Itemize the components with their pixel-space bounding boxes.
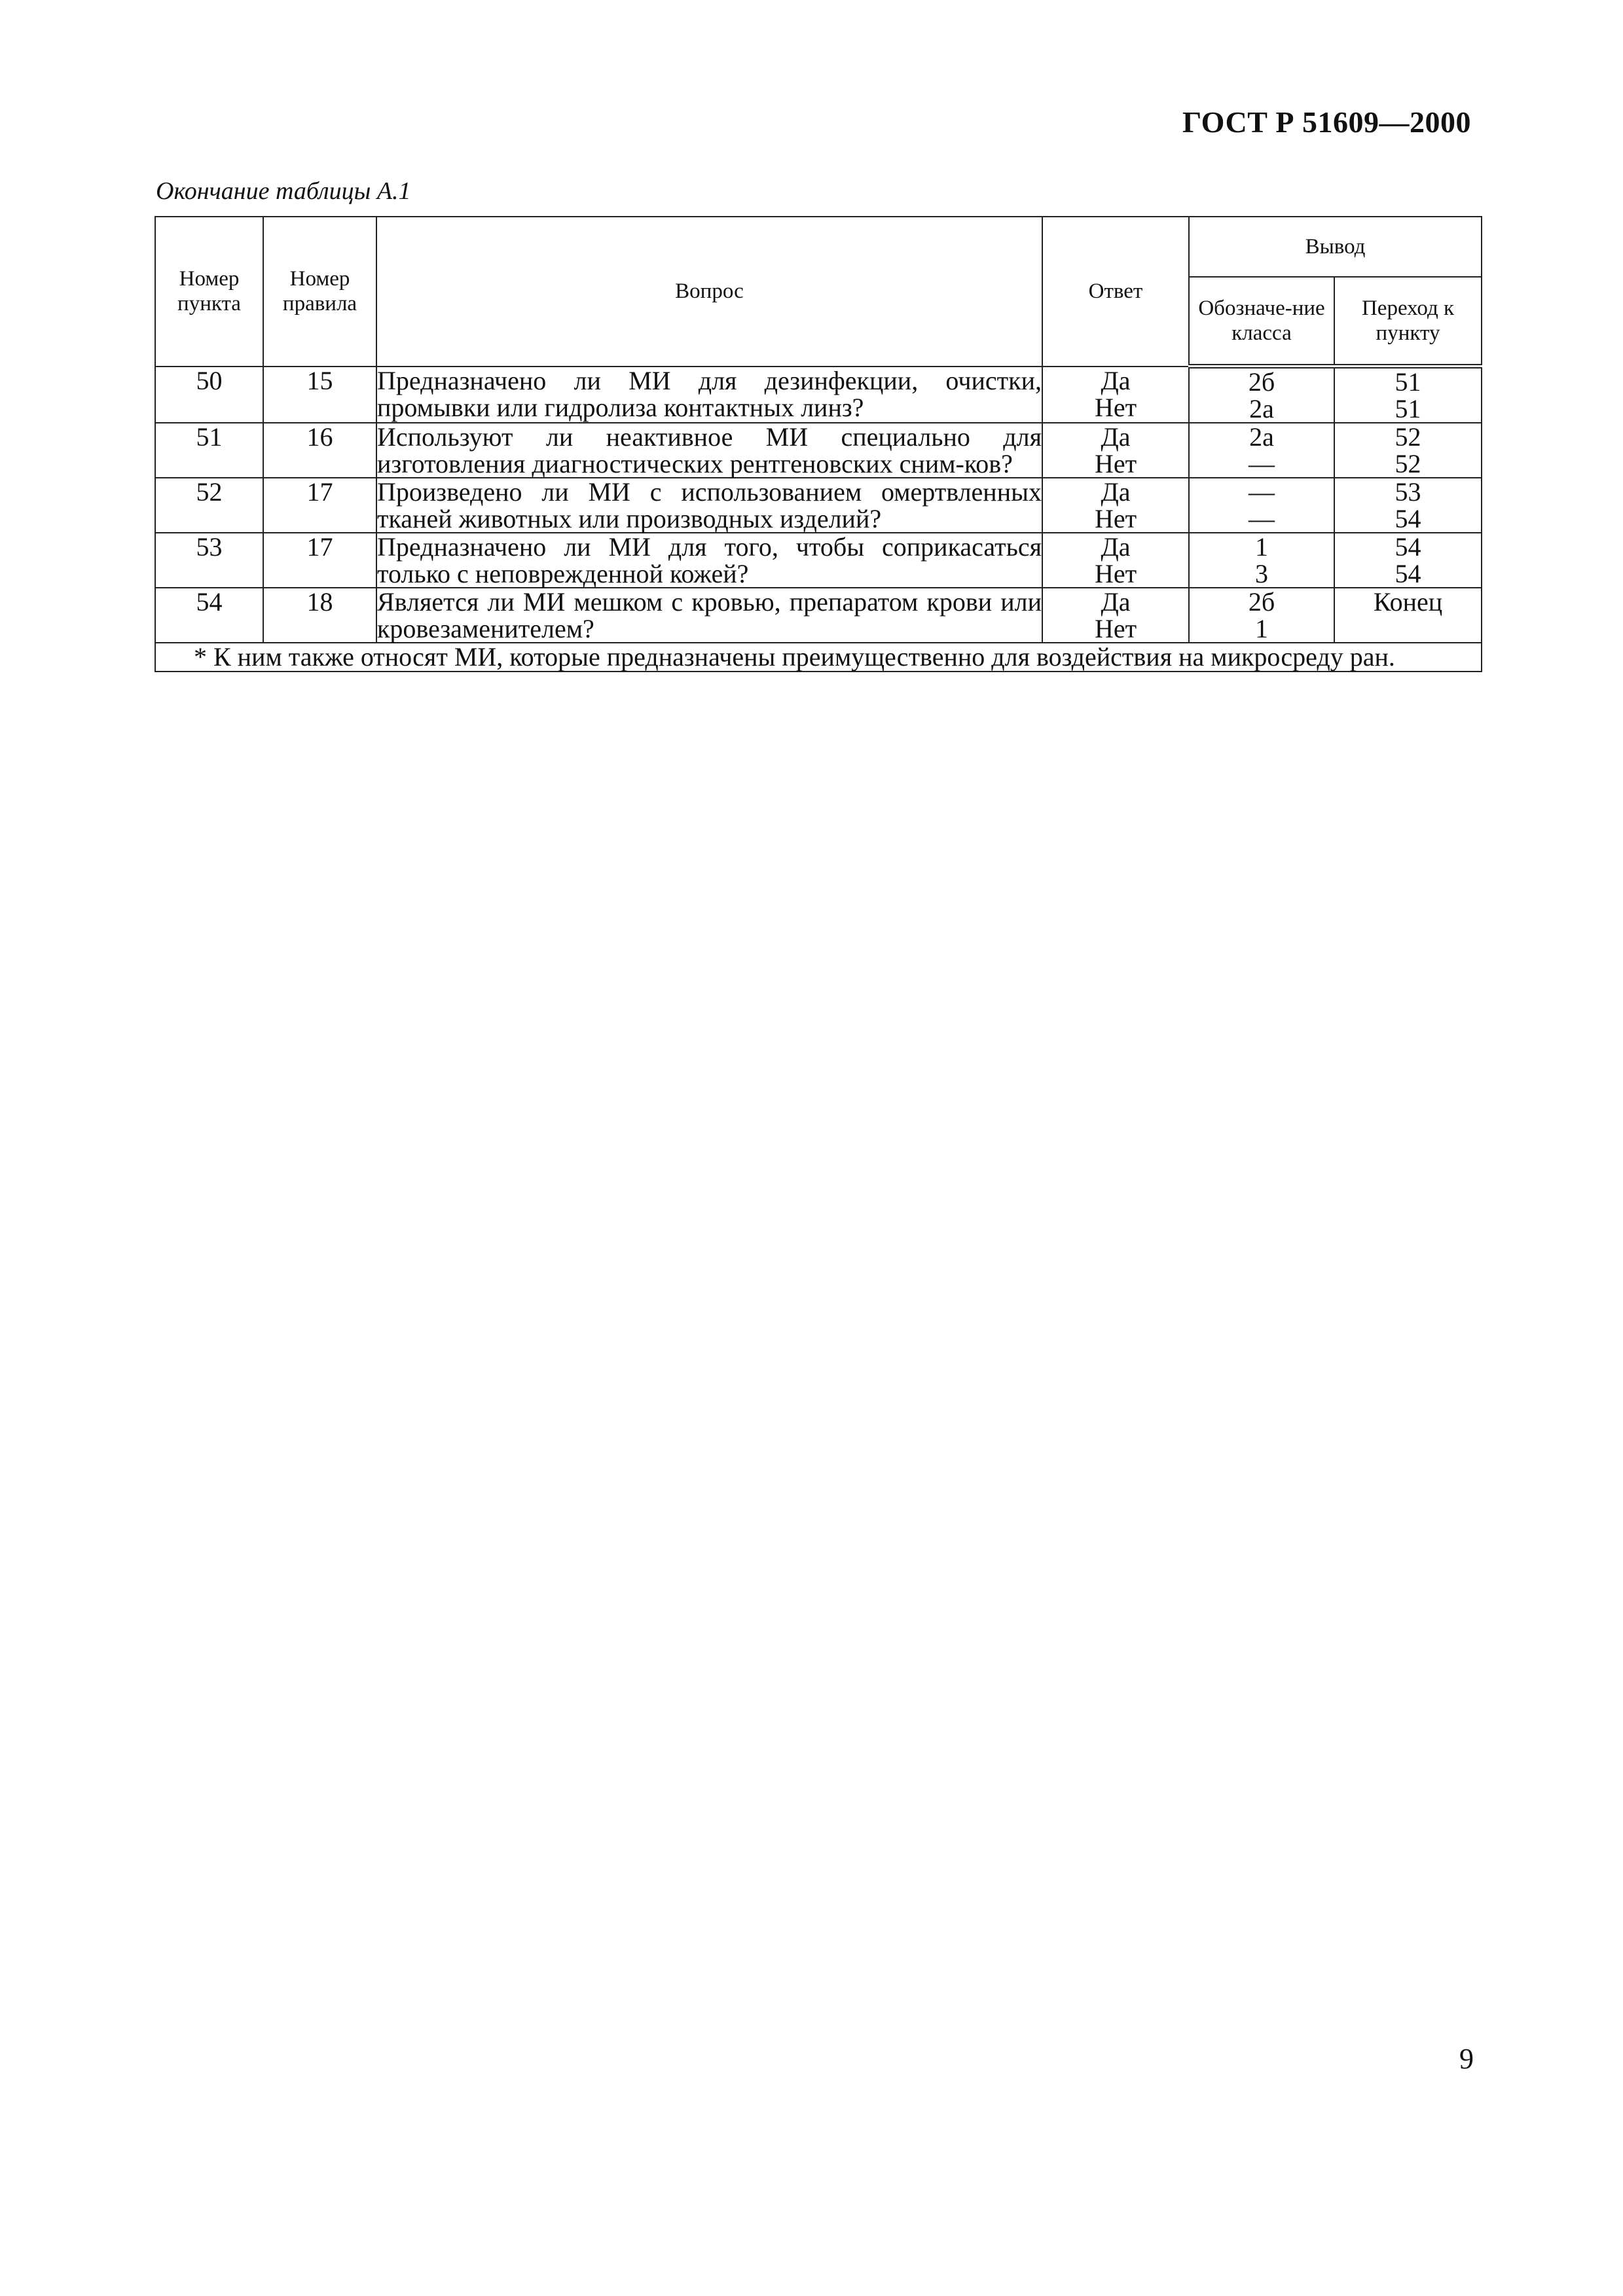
header-item-number: Номер пункта	[155, 217, 263, 367]
class-no: 2а	[1249, 394, 1274, 423]
cell-item-number: 50	[155, 367, 263, 423]
class-yes: 2б	[1248, 367, 1275, 397]
answer-yes: Да	[1101, 587, 1131, 617]
class-no: —	[1249, 449, 1275, 478]
cell-class-designation	[1189, 478, 1334, 533]
cell-go-to-item	[1334, 423, 1482, 478]
cell-rule-number: 17	[263, 533, 376, 588]
cell-rule-number: 17	[263, 478, 376, 533]
cell-item-number: 52	[155, 478, 263, 533]
cell-item-number: 53	[155, 533, 263, 588]
go-yes: 51	[1395, 367, 1421, 397]
answer-yes: Да	[1101, 477, 1131, 507]
table-row	[155, 588, 1482, 643]
document-id: ГОСТ Р 51609—2000	[1182, 105, 1471, 139]
header-go-to-item: Переход к пункту	[1334, 277, 1482, 367]
answer-yes: Да	[1101, 422, 1131, 452]
header-answer: Ответ	[1042, 217, 1189, 367]
cell-question: Произведено ли МИ с использованием омертвленных тканей животных или производных изделий?	[377, 477, 1042, 533]
class-yes: 1	[1255, 532, 1268, 562]
answer-no: Нет	[1094, 392, 1137, 422]
cell-answer	[1042, 423, 1189, 478]
footnote-row	[155, 643, 1482, 672]
page-number: 9	[1459, 2043, 1474, 2075]
table-row	[155, 478, 1482, 533]
class-no: 1	[1255, 614, 1268, 643]
answer-no: Нет	[1094, 559, 1137, 588]
table-row	[155, 533, 1482, 588]
cell-go-to-item	[1334, 588, 1482, 643]
cell-question: Предназначено ли МИ для дезинфекции, очистки, промывки или гидролиза контактных линз?	[377, 365, 1042, 422]
cell-question: Является ли МИ мешком с кровью, препаратом крови или кровезаменителем?	[377, 587, 1042, 643]
answer-no: Нет	[1094, 504, 1137, 533]
cell-rule-number: 16	[263, 423, 376, 478]
table-row	[155, 367, 1482, 423]
cell-item-number: 51	[155, 423, 263, 478]
go-yes: 54	[1395, 532, 1421, 562]
go-no: 51	[1395, 394, 1421, 423]
cell-rule-number: 18	[263, 588, 376, 643]
go-yes: 52	[1395, 422, 1421, 452]
header-class-designation: Обозначе-ние класса	[1189, 277, 1334, 367]
header-rule-number: Номер правила	[263, 217, 376, 367]
answer-no: Нет	[1094, 449, 1137, 478]
cell-answer	[1042, 367, 1189, 423]
cell-rule-number: 15	[263, 367, 376, 423]
go-no: 52	[1395, 449, 1421, 478]
header-question: Вопрос	[376, 217, 1042, 367]
table-caption: Окончание таблицы А.1	[156, 177, 411, 205]
go-no: 54	[1395, 504, 1421, 533]
cell-class-designation	[1189, 588, 1334, 643]
class-yes: —	[1249, 477, 1275, 507]
class-no: 3	[1255, 559, 1268, 588]
class-yes: 2б	[1248, 587, 1275, 617]
cell-go-to-item	[1334, 367, 1482, 423]
cell-class-designation	[1189, 367, 1334, 423]
go-yes: 53	[1395, 477, 1421, 507]
cell-answer	[1042, 533, 1189, 588]
go-yes: Конец	[1373, 587, 1443, 617]
table-row	[155, 423, 1482, 478]
cell-answer	[1042, 478, 1189, 533]
cell-item-number: 54	[155, 588, 263, 643]
cell-class-designation	[1189, 533, 1334, 588]
cell-go-to-item	[1334, 533, 1482, 588]
class-no: —	[1249, 504, 1275, 533]
classification-table	[155, 216, 1482, 672]
answer-no: Нет	[1094, 614, 1137, 643]
cell-go-to-item	[1334, 478, 1482, 533]
answer-yes: Да	[1101, 532, 1131, 562]
table-footnote: * К ним также относят МИ, которые предназначены преимущественно для воздействия на микросреду ран.	[155, 643, 1482, 672]
cell-question: Используют ли неактивное МИ специально для изготовления диагностических рентгеновских сним-ков?	[377, 422, 1042, 478]
cell-answer	[1042, 588, 1189, 643]
class-yes: 2а	[1249, 422, 1274, 452]
cell-class-designation	[1189, 423, 1334, 478]
header-output: Вывод	[1189, 217, 1482, 277]
cell-question: Предназначено ли МИ для того, чтобы соприкасаться только с неповрежденной кожей?	[377, 532, 1042, 588]
go-no: 54	[1395, 559, 1421, 588]
answer-yes: Да	[1101, 365, 1131, 395]
